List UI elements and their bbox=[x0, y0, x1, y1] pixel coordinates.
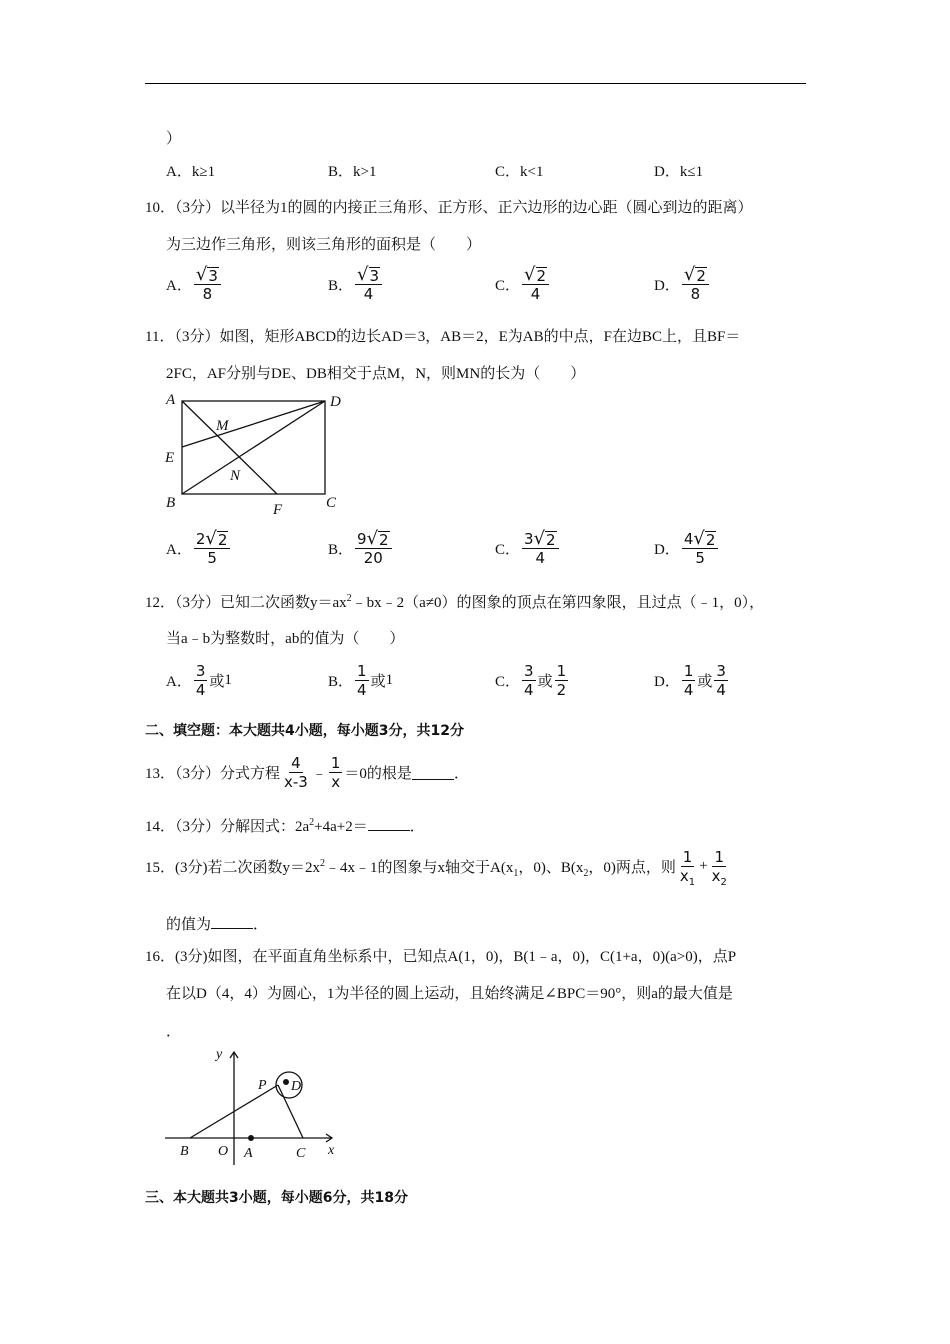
q15-line1: 15．(3分)若二次函数$y=2x^2﹣4x﹣1$的图象与x轴交于$A(x_1$，0)、$B(x_2$，0)两点，则 $\frac{1}{x_1}$ + $\frac{1}{x_2}$ bbox=[145, 848, 727, 888]
q11-rectangle-figure bbox=[160, 390, 350, 518]
q16-line3: ． bbox=[166, 1024, 182, 1040]
q9-option-d: D．k≤1 bbox=[654, 164, 704, 180]
q12-line2: 当a﹣b为整数时，ab的值为（ ） bbox=[166, 631, 405, 647]
q10-line1: 10．（3分）以半径为1的圆的内接正三角形、正方形、正六边形的边心距（圆心到边的距离） bbox=[145, 200, 753, 216]
q9-option-c: C．k<1 bbox=[495, 164, 544, 180]
q10-line2: 为三边作三角形，则该三角形的面积是（ ） bbox=[166, 237, 482, 253]
point-a-dot bbox=[248, 1135, 254, 1141]
label-c: C bbox=[296, 1146, 306, 1161]
label-f: F bbox=[273, 502, 283, 518]
label-b: B bbox=[180, 1144, 189, 1159]
q12-line1: 12．（3分）已知二次函数$y=ax^2﹣bx﹣2(a\ne 0)$的图象的顶点在第四象限，且过点（﹣1，0）， bbox=[145, 593, 765, 611]
q11-option-c: C． 3 √ 2 4 bbox=[495, 530, 561, 567]
q16-line2: 在以D（4，4）为圆心，1为半径的圆上运动，且始终满足∠BPC＝90°，则a的最大值是 bbox=[166, 986, 733, 1002]
q10-option-c: C． √ 2 4 bbox=[495, 266, 551, 303]
label-y: y bbox=[216, 1047, 223, 1062]
line-de bbox=[182, 401, 325, 447]
q12-option-b: B． $\frac{1}{4}$ 或 1 bbox=[328, 662, 394, 699]
q14-line: 14．（3分）分解因式：$2a^2+4a+2=$ ． bbox=[145, 817, 425, 835]
label-m: M bbox=[216, 418, 229, 434]
q10-option-d: D． √ 2 8 bbox=[654, 266, 711, 303]
q16-line1: 16．(3分)如图，在平面直角坐标系中，已知点A(1，0)，B(1﹣a，0)，C(1+a，0)(a>0)，点P bbox=[145, 949, 737, 965]
section2-heading: 二、填空题：本大题共4小题，每小题3分，共12分 bbox=[145, 723, 464, 739]
q9-option-a: A．k≥1 bbox=[166, 164, 216, 180]
q15-answer-blank bbox=[211, 914, 253, 929]
q11-option-b: B． 9 √ 2 20 bbox=[328, 530, 394, 567]
q11-line1: 11．（3分）如图，矩形ABCD的边长AD＝3，AB＝2，E为AB的中点，F在边BC上，且BF＝ bbox=[145, 329, 741, 345]
center-d-dot bbox=[283, 1079, 289, 1085]
q14-answer-blank bbox=[368, 816, 410, 831]
q11-option-a: A． 2 √ 2 5 bbox=[166, 530, 232, 567]
section3-heading: 三、本大题共3小题，每小题6分，共18分 bbox=[145, 1190, 408, 1206]
header-rule bbox=[145, 83, 806, 84]
q11-option-d: D． 4 √ 2 5 bbox=[654, 530, 720, 567]
q15-line2: 的值为 ． bbox=[166, 913, 268, 934]
label-b: B bbox=[166, 495, 176, 511]
label-a: A bbox=[166, 392, 176, 408]
q13-answer-blank bbox=[412, 765, 454, 780]
label-d: D bbox=[291, 1079, 302, 1094]
label-p: P bbox=[258, 1078, 267, 1093]
label-x: x bbox=[328, 1143, 335, 1158]
label-d: D bbox=[330, 394, 341, 410]
q10-option-b: B． √ 3 4 bbox=[328, 266, 384, 303]
q10-option-a: A． √ 3 8 bbox=[166, 266, 223, 303]
label-a: A bbox=[244, 1146, 253, 1161]
q12-option-c: C． $\frac{3}{4}$ 或 $\frac{1}{2}$ bbox=[495, 662, 567, 699]
q16-coordinate-figure bbox=[160, 1040, 350, 1170]
q12-option-d: D． $\frac{1}{4}$ 或 $\frac{3}{4}$ bbox=[654, 662, 726, 699]
q11-line2: 2FC，AF分别与DE、DB相交于点M，N，则MN的长为（ ） bbox=[166, 366, 586, 382]
q12-option-a: A． $\frac{3}{4}$ 或 1 bbox=[166, 662, 232, 699]
line-db bbox=[182, 401, 325, 494]
q9-close-paren: ） bbox=[166, 131, 182, 147]
label-o: O bbox=[218, 1144, 229, 1159]
label-c: C bbox=[326, 495, 337, 511]
label-n: N bbox=[230, 468, 241, 484]
q9-option-b: B．k>1 bbox=[328, 164, 377, 180]
label-e: E bbox=[165, 450, 175, 466]
q13-line: 13．（3分）分式方程 $\frac{4}{x-3}$ ﹣ $\frac{1}{x}$ ＝0的根是 ． bbox=[145, 754, 469, 791]
